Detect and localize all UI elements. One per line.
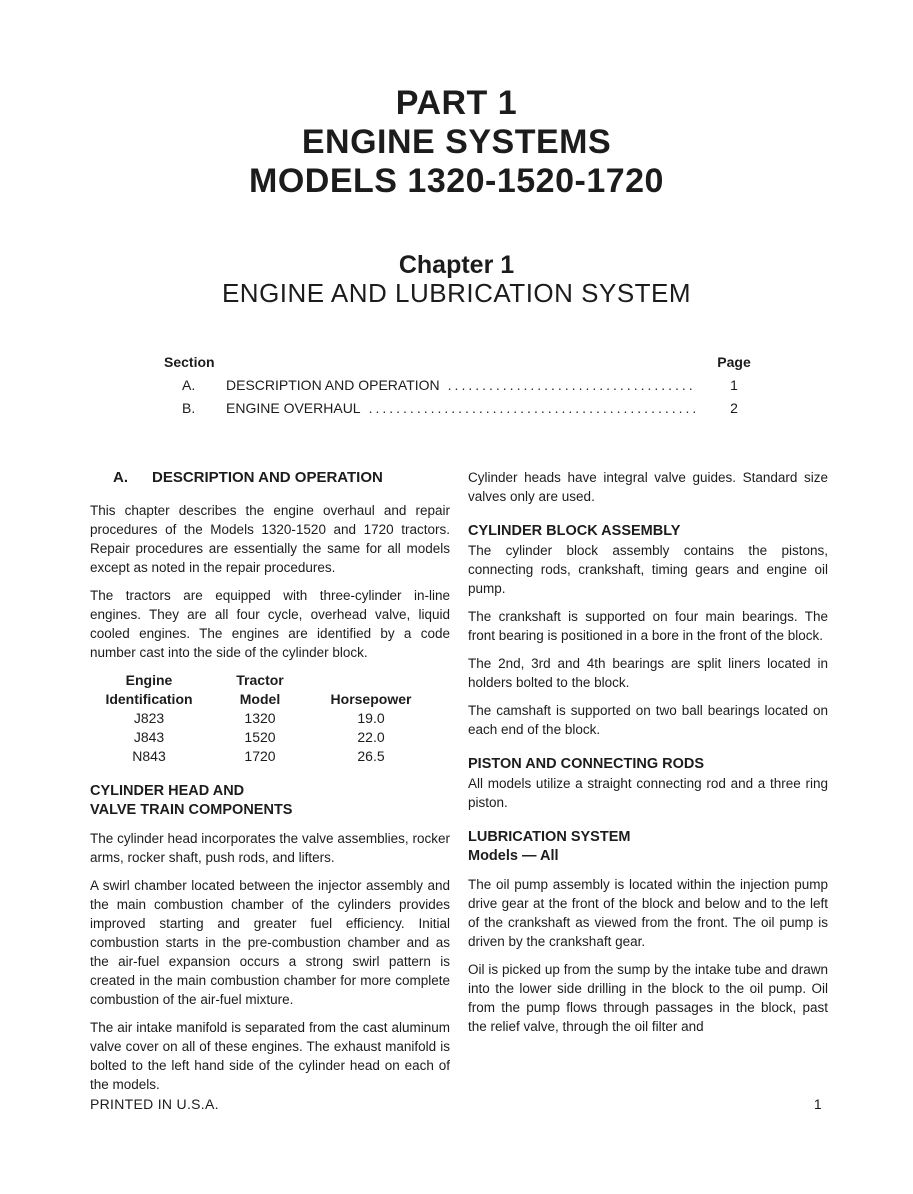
cylinder-head-heading-line1: CYLINDER HEAD AND (90, 783, 245, 799)
toc-entry-title: DESCRIPTION AND OPERATION (226, 377, 440, 393)
engine-table-header-engine: Engine (125, 672, 173, 688)
engine-table-cell-hp: 26.5 (357, 748, 385, 764)
engine-table-header-identification: Identification (105, 691, 193, 707)
toc-header-row (164, 353, 764, 372)
paragraph-piston: All models utilize a straight connecting rod and a three ring piston. (468, 776, 828, 810)
toc-entry-letter: B. (182, 400, 196, 416)
engine-table-cell-id: J823 (133, 710, 165, 726)
paragraph-cylinder-head-3: The air intake manifold is separated from the cast aluminum valve cover on all of these engines. The exhaust manifold is bolted to the left hand side of the cylinder head on each of the models. (90, 1020, 450, 1092)
toc-entry-title: ENGINE OVERHAUL (226, 400, 361, 416)
table-of-contents (164, 353, 764, 418)
paragraph-intro-2: The tractors are equipped with three-cylinder in-line engines. They are all four cycle, overhead valve, liquid cooled engines. The engines are identified by a code number cast into the side of the cylinder block. (90, 588, 450, 660)
piston-rods-heading: PISTON AND CONNECTING RODS (468, 756, 705, 772)
toc-entry-b (164, 399, 764, 418)
engine-table-cell-id: J843 (133, 729, 165, 745)
toc-section-label: Section (164, 354, 215, 370)
engine-table-cell-model: 1720 (244, 748, 276, 764)
paragraph-block-3: The 2nd, 3rd and 4th bearings are split liners located in holders bolted to the block. (468, 656, 828, 690)
page-number: 1 (813, 1096, 822, 1112)
part-title-line3: MODELS 1320-1520-1720 (249, 162, 664, 200)
paragraph-intro-1: This chapter describes the engine overhaul and repair procedures of the Models 1320-1520 and 1720 tractors. Repair procedures are essentially the same for all models except as noted in the repair procedures. (90, 503, 450, 575)
section-a-heading (90, 468, 450, 487)
section-a-letter: A. (113, 469, 128, 486)
engine-table-cell-model: 1320 (244, 710, 276, 726)
lubrication-heading-line1: LUBRICATION SYSTEM (468, 829, 631, 845)
part-title-line2: ENGINE SYSTEMS (301, 123, 612, 161)
engine-table-header-horsepower: Horsepower (330, 691, 412, 707)
cylinder-block-heading: CYLINDER BLOCK ASSEMBLY (468, 523, 681, 539)
right-column (468, 468, 828, 1103)
part-title-block (0, 0, 913, 201)
cylinder-head-heading-line2: VALVE TRAIN COMPONENTS (90, 802, 293, 818)
chapter-title-block (0, 251, 913, 307)
printed-in-label: PRINTED IN U.S.A. (90, 1096, 219, 1112)
toc-dotted-leader (369, 399, 696, 418)
paragraph-block-4: The camshaft is supported on two ball bearings located on each end of the block. (468, 703, 828, 737)
engine-table-header-model: Model (239, 691, 281, 707)
paragraph-valve-guides: Cylinder heads have integral valve guides. Standard size valves only are used. (468, 470, 828, 504)
engine-table-header-blank (312, 671, 430, 690)
engine-identification-table (90, 671, 450, 766)
toc-entry-a (164, 376, 764, 395)
engine-table-header-tractor: Tractor (236, 672, 284, 688)
toc-entry-page: 1 (730, 377, 738, 393)
paragraph-cylinder-head-1: The cylinder head incorporates the valve assemblies, rocker arms, rocker shaft, push rods, and lifters. (90, 831, 450, 865)
toc-header-spacer (215, 353, 704, 372)
paragraph-cylinder-head-2: A swirl chamber located between the injector assembly and the main combustion chamber of the cylinders provides improved starting and greater fuel efficiency. Initial combustion starts in the pre-combustion chamber and as the air-fuel expansion occurs a strong swirl pattern is created in the main combustion chamber for more complete combustion of the air-fuel mixture. (90, 878, 450, 1007)
engine-table-cell-id: N843 (132, 748, 166, 764)
body-columns (90, 468, 828, 1103)
toc-page-label: Page (717, 354, 751, 370)
lubrication-heading-line2: Models — All (468, 848, 559, 864)
paragraph-block-2: The crankshaft is supported on four main bearings. The front bearing is positioned in a bore in the front of the block. (468, 609, 828, 643)
left-column (90, 468, 450, 1103)
toc-entry-letter: A. (182, 377, 196, 393)
section-a-heading-text: DESCRIPTION AND OPERATION (152, 469, 383, 486)
toc-dotted-leader (448, 376, 696, 395)
engine-table-cell-hp: 22.0 (357, 729, 385, 745)
engine-table-cell-hp: 19.0 (357, 710, 385, 726)
cylinder-head-heading (90, 782, 450, 820)
part-title-line1: PART 1 (395, 84, 518, 122)
paragraph-block-1: The cylinder block assembly contains the pistons, connecting rods, crankshaft, timing gears and engine oil pump. (468, 543, 828, 596)
page-footer (90, 1096, 822, 1112)
paragraph-lubrication-2: Oil is picked up from the sump by the intake tube and drawn into the lower side drilling in the block to the oil pump. Oil from the pump flows through passages in the block, past the relief valve, through the oil filter and (468, 962, 828, 1034)
chapter-subtitle: ENGINE AND LUBRICATION SYSTEM (221, 278, 692, 308)
engine-table-cell-model: 1520 (244, 729, 276, 745)
toc-entry-page: 2 (730, 400, 738, 416)
lubrication-heading (468, 828, 828, 866)
paragraph-lubrication-1: The oil pump assembly is located within the injection pump drive gear at the front of the block and below and to the left of the crankshaft as viewed from the front. The oil pump is driven by the crankshaft gear. (468, 877, 828, 949)
chapter-title: Chapter 1 (398, 251, 515, 279)
